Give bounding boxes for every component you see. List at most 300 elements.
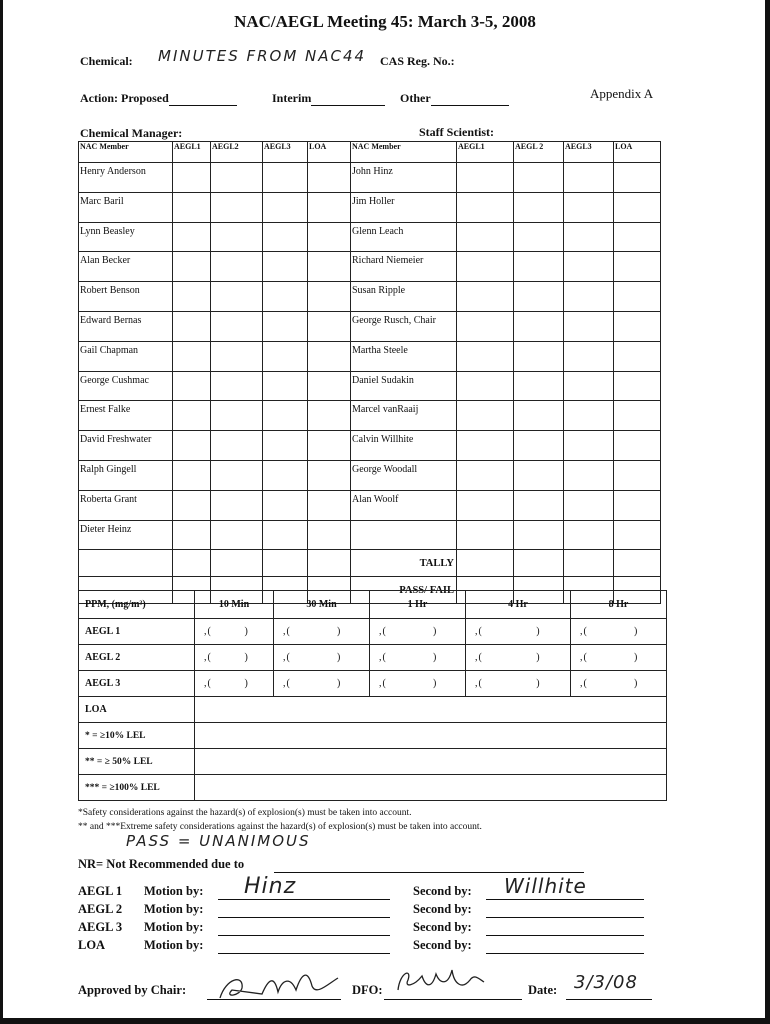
chemical-value: MINUTES FROM NAC44 — [158, 47, 367, 65]
header-left-2: AEGL2 — [211, 142, 263, 163]
handwritten-pass-note: PASS = UNANIMOUS — [126, 832, 311, 850]
paren-open: ,( — [580, 652, 588, 663]
lel-label: *** = ≥100% LEL — [79, 775, 195, 801]
vote-cell[interactable] — [211, 252, 263, 282]
ppm-header-row — [79, 591, 667, 619]
member-name-left: Gail Chapman — [79, 341, 173, 371]
action-other — [400, 91, 509, 106]
vote-cell[interactable] — [308, 401, 351, 431]
motion-level-label: LOA — [78, 938, 106, 952]
header-right-2: AEGL 2 — [514, 142, 564, 163]
ppm-paren-pair — [275, 678, 349, 689]
action-proposed — [80, 91, 237, 106]
paren-open: ,( — [204, 626, 212, 637]
vote-cell[interactable] — [457, 282, 514, 312]
vote-cell[interactable] — [564, 163, 614, 193]
time-header: 8 Hr — [571, 591, 667, 619]
loa-label: LOA — [79, 697, 195, 723]
vote-cell[interactable] — [514, 282, 564, 312]
table-row — [79, 371, 661, 401]
paren-open: ,( — [580, 678, 588, 689]
vote-cell[interactable] — [173, 311, 211, 341]
vote-cell[interactable] — [614, 192, 661, 222]
table-row — [79, 282, 661, 312]
vote-cell[interactable] — [263, 222, 308, 252]
vote-cell[interactable] — [564, 222, 614, 252]
loa-value[interactable] — [195, 697, 667, 723]
table-row — [79, 163, 661, 193]
empty-cell — [211, 550, 263, 577]
ppm-row-label: AEGL 1 — [79, 619, 195, 645]
second-by-line[interactable] — [486, 934, 644, 936]
vote-cell[interactable] — [614, 311, 661, 341]
action-proposed-label: Action: Proposed — [80, 91, 169, 105]
cas-label: CAS Reg. No.: — [380, 54, 455, 68]
vote-cell[interactable] — [211, 222, 263, 252]
vote-cell[interactable] — [308, 192, 351, 222]
member-name-right: Martha Steele — [351, 341, 457, 371]
lel-row — [79, 775, 667, 801]
ppm-paren-pair — [572, 626, 646, 637]
action-interim — [272, 91, 385, 106]
motion-by-label: Motion by: — [144, 920, 204, 934]
member-name-left: Ernest Falke — [79, 401, 173, 431]
vote-cell[interactable] — [308, 282, 351, 312]
vote-cell[interactable] — [308, 252, 351, 282]
paren-close: ) — [433, 626, 438, 637]
vote-cell[interactable] — [457, 431, 514, 461]
paren-close: ) — [337, 652, 342, 663]
vote-cell[interactable] — [211, 431, 263, 461]
empty-cell — [308, 550, 351, 577]
vote-cell[interactable] — [263, 163, 308, 193]
paren-close: ) — [634, 626, 639, 637]
table-row — [79, 520, 661, 550]
ppm-value-cell[interactable] — [466, 671, 571, 697]
ppm-paren-pair — [572, 652, 646, 663]
date-label: Date: — [528, 983, 558, 997]
ppm-row — [79, 619, 667, 645]
table-row — [79, 311, 661, 341]
date-value: 3/3/08 — [574, 972, 638, 993]
member-name-left: Roberta Grant — [79, 490, 173, 520]
ppm-value-cell[interactable] — [466, 619, 571, 645]
vote-cell[interactable] — [263, 371, 308, 401]
table-row — [79, 222, 661, 252]
member-name-left: Dieter Heinz — [79, 520, 173, 550]
motion-level-label: AEGL 2 — [78, 902, 123, 916]
motion-by-line[interactable] — [218, 916, 390, 918]
time-header: 30 Min — [274, 591, 370, 619]
table-row — [79, 490, 661, 520]
vote-cell[interactable] — [308, 431, 351, 461]
member-name-left: Lynn Beasley — [79, 222, 173, 252]
vote-cell[interactable] — [614, 460, 661, 490]
ppm-row-label: AEGL 2 — [79, 645, 195, 671]
lel-label: * = ≥10% LEL — [79, 723, 195, 749]
vote-cell[interactable] — [211, 460, 263, 490]
paren-close: ) — [433, 678, 438, 689]
passfail-row-label: PASS/ FAIL — [351, 577, 457, 604]
paren-close: ) — [634, 652, 639, 663]
time-header: 10 Min — [195, 591, 274, 619]
lel-label: ** = ≥ 50% LEL — [79, 749, 195, 775]
second-by-line[interactable] — [486, 916, 644, 918]
member-name-right: Daniel Sudakin — [351, 371, 457, 401]
member-name-left: Robert Benson — [79, 282, 173, 312]
vote-cell[interactable] — [263, 311, 308, 341]
paren-open: ,( — [379, 626, 387, 637]
vote-cell[interactable] — [564, 192, 614, 222]
lel-row — [79, 749, 667, 775]
second-by-label: Second by: — [413, 884, 472, 898]
motion-by-label: Motion by: — [144, 938, 204, 952]
vote-cell[interactable] — [173, 341, 211, 371]
vote-cell[interactable] — [457, 192, 514, 222]
ppm-paren-pair — [196, 626, 257, 637]
member-name-right: Marcel vanRaaij — [351, 401, 457, 431]
lel-value[interactable] — [195, 775, 667, 801]
member-name-right: Alan Woolf — [351, 490, 457, 520]
header-right-3: AEGL3 — [564, 142, 614, 163]
note-1: *Safety considerations against the hazard(s) of explosion(s) must be taken into account. — [78, 808, 412, 818]
member-name-left: Ralph Gingell — [79, 460, 173, 490]
vote-cell[interactable] — [211, 520, 263, 550]
ppm-value-cell[interactable] — [571, 645, 667, 671]
ppm-value-cell[interactable] — [571, 619, 667, 645]
paren-close: ) — [433, 652, 438, 663]
member-name-right: Susan Ripple — [351, 282, 457, 312]
lel-value[interactable] — [195, 749, 667, 775]
vote-cell[interactable] — [514, 163, 564, 193]
vote-cell[interactable] — [263, 431, 308, 461]
second-by-signature: Willhite — [504, 874, 587, 898]
motion-level-label: AEGL 3 — [78, 920, 123, 934]
vote-cell[interactable] — [308, 490, 351, 520]
tally-row-cell[interactable] — [514, 550, 564, 577]
vote-cell[interactable] — [514, 252, 564, 282]
vote-cell[interactable] — [308, 460, 351, 490]
ppm-table — [78, 590, 667, 801]
header-left-4: LOA — [308, 142, 351, 163]
vote-cell[interactable] — [173, 163, 211, 193]
ppm-paren-pair — [467, 626, 549, 637]
paren-close: ) — [337, 678, 342, 689]
other-blank[interactable] — [431, 93, 509, 106]
vote-cell[interactable] — [173, 401, 211, 431]
paren-open: ,( — [475, 678, 483, 689]
vote-cell[interactable] — [263, 520, 308, 550]
header-left-1: AEGL1 — [173, 142, 211, 163]
vote-cell[interactable] — [514, 490, 564, 520]
ppm-value-cell[interactable] — [370, 671, 466, 697]
vote-cell[interactable] — [614, 371, 661, 401]
vote-cell[interactable] — [514, 460, 564, 490]
member-name-right: Calvin Willhite — [351, 431, 457, 461]
vote-cell[interactable] — [457, 222, 514, 252]
motion-by-line[interactable] — [218, 934, 390, 936]
vote-cell[interactable] — [614, 520, 661, 550]
ppm-row-label: AEGL 3 — [79, 671, 195, 697]
vote-cell[interactable] — [514, 311, 564, 341]
vote-cell[interactable] — [564, 431, 614, 461]
vote-cell[interactable] — [614, 341, 661, 371]
paren-close: ) — [337, 626, 342, 637]
second-by-label: Second by: — [413, 902, 472, 916]
vote-cell[interactable] — [211, 163, 263, 193]
action-other-label: Other — [400, 91, 431, 105]
motion-by-signature: Hinz — [244, 874, 297, 899]
ppm-paren-pair — [467, 652, 549, 663]
ppm-row — [79, 671, 667, 697]
ppm-value-cell[interactable] — [274, 671, 370, 697]
vote-cell[interactable] — [457, 460, 514, 490]
members-table — [78, 141, 661, 604]
second-by-label: Second by: — [413, 920, 472, 934]
second-by-line[interactable] — [486, 898, 644, 900]
ppm-paren-pair — [572, 678, 646, 689]
vote-cell[interactable] — [263, 282, 308, 312]
tally-row — [79, 550, 661, 577]
ppm-value-cell[interactable] — [466, 645, 571, 671]
header-left-0: NAC Member — [79, 142, 173, 163]
paren-open: ,( — [283, 678, 291, 689]
vote-cell[interactable] — [457, 341, 514, 371]
scan-edge-right — [765, 0, 770, 1024]
vote-cell[interactable] — [614, 252, 661, 282]
vote-cell[interactable] — [564, 520, 614, 550]
lel-value[interactable] — [195, 723, 667, 749]
vote-cell[interactable] — [614, 163, 661, 193]
paren-open: ,( — [475, 626, 483, 637]
vote-cell[interactable] — [173, 460, 211, 490]
motion-by-line[interactable] — [218, 952, 390, 954]
vote-cell[interactable] — [308, 371, 351, 401]
vote-cell[interactable] — [614, 490, 661, 520]
ppm-value-cell[interactable] — [370, 619, 466, 645]
paren-close: ) — [244, 626, 249, 637]
ppm-value-cell[interactable] — [274, 645, 370, 671]
vote-cell[interactable] — [308, 341, 351, 371]
vote-cell[interactable] — [457, 252, 514, 282]
header-left-3: AEGL3 — [263, 142, 308, 163]
time-header: 4 Hr — [466, 591, 571, 619]
table-row — [79, 431, 661, 461]
vote-cell[interactable] — [614, 282, 661, 312]
vote-cell[interactable] — [173, 252, 211, 282]
vote-cell[interactable] — [211, 192, 263, 222]
member-name-right: John Hinz — [351, 163, 457, 193]
member-name-right: Glenn Leach — [351, 222, 457, 252]
dfo-signature-line[interactable] — [384, 998, 522, 1000]
ppm-value-cell[interactable] — [195, 619, 274, 645]
vote-cell[interactable] — [514, 401, 564, 431]
note-2: ** and ***Extreme safety considerations against the hazard(s) of explosion(s) must be taken into account. — [78, 822, 482, 832]
vote-cell[interactable] — [614, 222, 661, 252]
vote-cell[interactable] — [263, 401, 308, 431]
second-by-label: Second by: — [413, 938, 472, 952]
table-row — [79, 460, 661, 490]
ppm-paren-pair — [275, 652, 349, 663]
ppm-paren-pair — [196, 652, 257, 663]
vote-cell[interactable] — [173, 431, 211, 461]
vote-cell[interactable] — [564, 282, 614, 312]
vote-cell[interactable] — [614, 401, 661, 431]
member-name-right — [351, 520, 457, 550]
tally-row-label: TALLY — [351, 550, 457, 577]
ppm-paren-pair — [275, 626, 349, 637]
vote-cell[interactable] — [308, 163, 351, 193]
member-name-left: Marc Baril — [79, 192, 173, 222]
vote-cell[interactable] — [173, 490, 211, 520]
vote-cell[interactable] — [564, 490, 614, 520]
loa-row — [79, 697, 667, 723]
motion-by-label: Motion by: — [144, 902, 204, 916]
paren-open: ,( — [475, 652, 483, 663]
tally-row-cell[interactable] — [457, 550, 514, 577]
ppm-unit-header: PPM, (mg/m³) — [79, 591, 195, 619]
vote-cell[interactable] — [173, 371, 211, 401]
chemical-label: Chemical: — [80, 54, 133, 68]
vote-cell[interactable] — [564, 341, 614, 371]
vote-cell[interactable] — [457, 520, 514, 550]
member-name-right: Jim Holler — [351, 192, 457, 222]
ppm-value-cell[interactable] — [370, 645, 466, 671]
empty-cell — [263, 550, 308, 577]
table-row — [79, 192, 661, 222]
vote-cell[interactable] — [514, 341, 564, 371]
vote-cell[interactable] — [564, 371, 614, 401]
vote-cell[interactable] — [211, 401, 263, 431]
empty-cell — [173, 550, 211, 577]
paren-close: ) — [634, 678, 639, 689]
vote-cell[interactable] — [308, 520, 351, 550]
vote-cell[interactable] — [173, 192, 211, 222]
vote-cell[interactable] — [263, 460, 308, 490]
date-line[interactable] — [566, 998, 652, 1000]
header-right-1: AEGL1 — [457, 142, 514, 163]
vote-cell[interactable] — [514, 520, 564, 550]
ppm-value-cell[interactable] — [195, 645, 274, 671]
paren-open: ,( — [204, 652, 212, 663]
table-row — [79, 401, 661, 431]
member-name-left: Alan Becker — [79, 252, 173, 282]
vote-cell[interactable] — [263, 192, 308, 222]
paren-open: ,( — [580, 626, 588, 637]
header-right-0: NAC Member — [351, 142, 457, 163]
vote-cell[interactable] — [211, 282, 263, 312]
motion-by-label: Motion by: — [144, 884, 204, 898]
ppm-value-cell[interactable] — [274, 619, 370, 645]
ppm-paren-pair — [467, 678, 549, 689]
ppm-value-cell[interactable] — [195, 671, 274, 697]
nr-line[interactable] — [274, 871, 584, 873]
member-name-right: George Rusch, Chair — [351, 311, 457, 341]
vote-cell[interactable] — [457, 490, 514, 520]
vote-cell[interactable] — [211, 371, 263, 401]
nr-label: NR= Not Recommended due to — [78, 857, 245, 871]
header-right-4: LOA — [614, 142, 661, 163]
paren-open: ,( — [204, 678, 212, 689]
ppm-row — [79, 645, 667, 671]
table-row — [79, 252, 661, 282]
motion-level-label: AEGL 1 — [78, 884, 123, 898]
ppm-paren-pair — [371, 678, 445, 689]
paren-open: ,( — [283, 652, 291, 663]
chair-signature — [212, 968, 352, 1004]
page-title: NAC/AEGL Meeting 45: March 3-5, 2008 — [234, 12, 536, 31]
ppm-value-cell[interactable] — [571, 671, 667, 697]
paren-open: ,( — [379, 652, 387, 663]
approved-by-chair-label: Approved by Chair: — [78, 983, 187, 997]
members-header-row — [79, 142, 661, 163]
chemical-manager-label: Chemical Manager: — [80, 126, 183, 140]
vote-cell[interactable] — [457, 401, 514, 431]
vote-cell[interactable] — [308, 311, 351, 341]
vote-cell[interactable] — [457, 371, 514, 401]
vote-cell[interactable] — [263, 490, 308, 520]
vote-cell[interactable] — [514, 371, 564, 401]
empty-cell — [79, 550, 173, 577]
vote-cell[interactable] — [211, 490, 263, 520]
tally-row-cell[interactable] — [614, 550, 661, 577]
member-name-left: George Cushmac — [79, 371, 173, 401]
vote-cell[interactable] — [564, 252, 614, 282]
vote-cell[interactable] — [173, 282, 211, 312]
paren-open: ,( — [379, 678, 387, 689]
vote-cell[interactable] — [263, 341, 308, 371]
scan-edge-left — [0, 0, 3, 1024]
vote-cell[interactable] — [173, 222, 211, 252]
scan-edge-bottom — [0, 1018, 770, 1024]
vote-cell[interactable] — [564, 401, 614, 431]
vote-cell[interactable] — [564, 311, 614, 341]
dfo-signature — [392, 962, 492, 998]
vote-cell[interactable] — [614, 431, 661, 461]
appendix-label: Appendix A — [590, 86, 654, 101]
ppm-paren-pair — [371, 652, 445, 663]
ppm-paren-pair — [371, 626, 445, 637]
vote-cell[interactable] — [211, 311, 263, 341]
staff-scientist-label: Staff Scientist: — [419, 125, 494, 139]
interim-blank[interactable] — [311, 93, 385, 106]
vote-cell[interactable] — [457, 311, 514, 341]
member-name-right: George Woodall — [351, 460, 457, 490]
vote-cell[interactable] — [514, 192, 564, 222]
table-row — [79, 341, 661, 371]
time-header: 1 Hr — [370, 591, 466, 619]
vote-cell[interactable] — [173, 520, 211, 550]
vote-cell[interactable] — [263, 252, 308, 282]
paren-close: ) — [244, 678, 249, 689]
dfo-label: DFO: — [352, 983, 383, 997]
tally-row-cell[interactable] — [564, 550, 614, 577]
paren-close: ) — [536, 626, 541, 637]
proposed-blank[interactable] — [169, 93, 237, 106]
vote-cell[interactable] — [211, 341, 263, 371]
member-name-right: Richard Niemeier — [351, 252, 457, 282]
member-name-left: David Freshwater — [79, 431, 173, 461]
ppm-paren-pair — [196, 678, 257, 689]
paren-close: ) — [244, 652, 249, 663]
vote-cell[interactable] — [457, 163, 514, 193]
vote-cell[interactable] — [308, 222, 351, 252]
vote-cell[interactable] — [564, 460, 614, 490]
vote-cell[interactable] — [514, 222, 564, 252]
second-by-line[interactable] — [486, 952, 644, 954]
vote-cell[interactable] — [514, 431, 564, 461]
action-interim-label: Interim — [272, 91, 312, 105]
